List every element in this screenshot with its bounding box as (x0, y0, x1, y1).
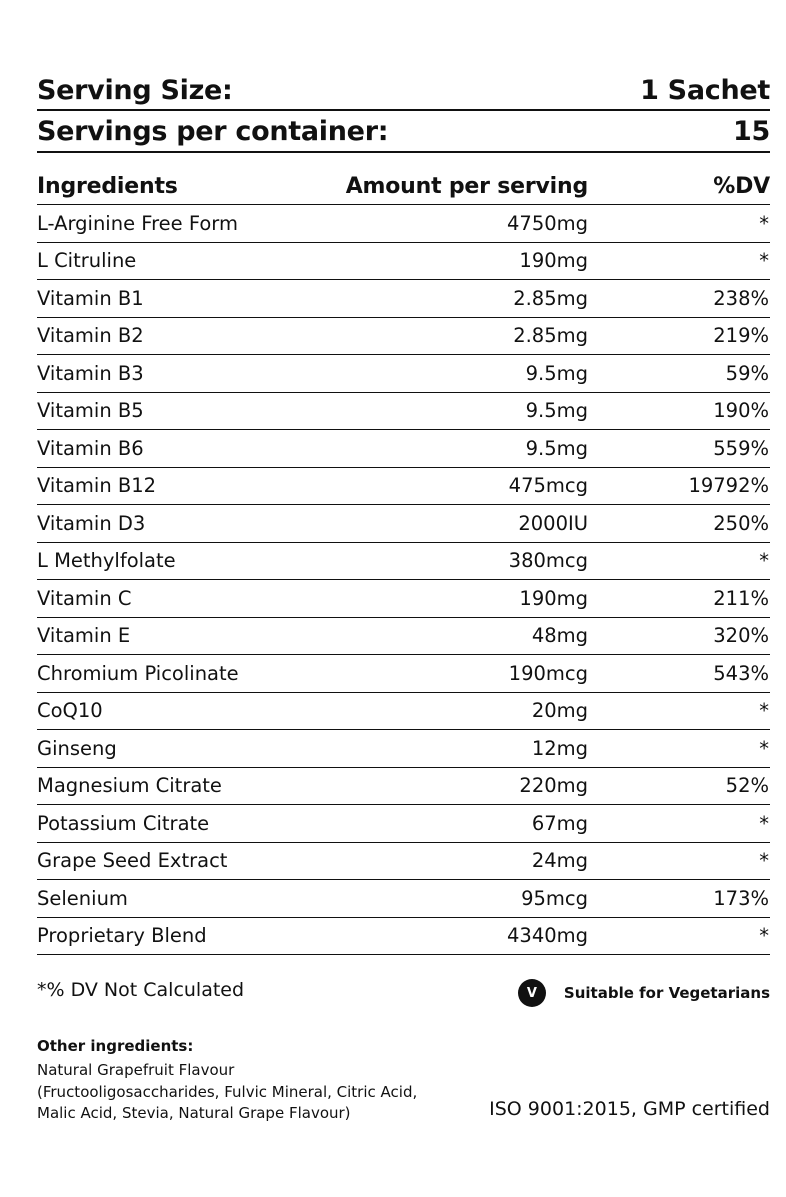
table-row (37, 693, 770, 731)
ingredient-name: CoQ10 (37, 699, 103, 723)
ingredient-dv: 59% (725, 361, 769, 385)
ingredient-amount: 48mg (531, 624, 588, 648)
other-ingredients-title: Other ingredients: (37, 1037, 194, 1055)
other-ingredients-line: Malic Acid, Stevia, Natural Grape Flavour) (37, 1104, 351, 1122)
servings-per-container-value: 15 (733, 116, 770, 147)
ingredient-dv: 173% (713, 886, 769, 910)
header-amount: Amount per serving (345, 174, 588, 199)
ingredient-amount: 220mg (519, 774, 588, 798)
table-row (37, 655, 770, 693)
ingredient-name: Grape Seed Extract (37, 849, 228, 873)
ingredient-amount: 24mg (531, 849, 588, 873)
ingredient-amount: 475mcg (508, 474, 588, 498)
table-row (37, 618, 770, 656)
ingredient-name: Proprietary Blend (37, 924, 207, 948)
ingredients-table (37, 205, 770, 955)
header-ingredients: Ingredients (37, 174, 178, 199)
ingredient-dv: 238% (713, 286, 769, 310)
ingredient-name: Chromium Picolinate (37, 661, 239, 685)
ingredient-dv: 52% (725, 774, 769, 798)
serving-size-label: Serving Size: (37, 75, 233, 106)
ingredient-dv: * (759, 811, 769, 835)
servings-per-container-label: Servings per container: (37, 116, 389, 147)
table-row (37, 280, 770, 318)
ingredient-amount: 95mcg (521, 886, 588, 910)
other-ingredients-text (37, 1060, 497, 1125)
ingredient-name: Potassium Citrate (37, 811, 210, 835)
table-row (37, 543, 770, 581)
ingredient-amount: 380mcg (508, 549, 588, 573)
table-header (37, 153, 770, 205)
ingredient-name: Vitamin B2 (37, 324, 144, 348)
table-row (37, 880, 770, 918)
ingredient-amount: 9.5mg (525, 399, 588, 423)
ingredient-dv: * (759, 211, 769, 235)
ingredient-name: Vitamin C (37, 586, 132, 610)
table-row (37, 355, 770, 393)
vegetarian-badge-icon: V (518, 979, 546, 1007)
ingredient-name: Vitamin D3 (37, 511, 146, 535)
ingredient-dv: 190% (713, 399, 769, 423)
ingredient-dv: 219% (713, 324, 769, 348)
table-row (37, 318, 770, 356)
ingredient-dv: 211% (713, 586, 769, 610)
table-row (37, 430, 770, 468)
ingredient-amount: 12mg (531, 736, 588, 760)
servings-per-container-row (37, 111, 770, 153)
ingredient-amount: 190mg (519, 249, 588, 273)
ingredient-amount: 4340mg (507, 924, 588, 948)
ingredient-name: L Citruline (37, 249, 137, 273)
ingredient-dv: 543% (713, 661, 769, 685)
ingredient-dv: * (759, 699, 769, 723)
ingredient-name: Vitamin B1 (37, 286, 144, 310)
ingredient-dv: * (759, 549, 769, 573)
table-row (37, 580, 770, 618)
footer (37, 975, 770, 1135)
table-row (37, 805, 770, 843)
ingredient-amount: 2.85mg (513, 324, 588, 348)
ingredient-dv: 250% (713, 511, 769, 535)
table-row (37, 918, 770, 956)
table-row (37, 468, 770, 506)
ingredient-dv: 320% (713, 624, 769, 648)
ingredient-amount: 2.85mg (513, 286, 588, 310)
ingredient-amount: 20mg (531, 699, 588, 723)
table-row (37, 243, 770, 281)
ingredient-amount: 190mg (519, 586, 588, 610)
other-ingredients-line: (Fructooligosaccharides, Fulvic Mineral, Citric Acid, (37, 1082, 418, 1101)
ingredient-amount: 2000IU (518, 511, 588, 535)
vegetarian-badge (518, 979, 770, 1007)
ingredient-name: Selenium (37, 886, 128, 910)
table-row (37, 730, 770, 768)
ingredient-name: Vitamin B12 (37, 474, 157, 498)
certification-text: ISO 9001:2015, GMP certified (489, 1098, 770, 1120)
table-row (37, 505, 770, 543)
ingredient-dv: * (759, 849, 769, 873)
table-row (37, 393, 770, 431)
serving-size-row (37, 62, 770, 111)
vegetarian-label: Suitable for Vegetarians (563, 984, 770, 1002)
ingredient-name: Vitamin B3 (37, 361, 144, 385)
ingredient-name: Ginseng (37, 736, 117, 760)
dv-footnote: *% DV Not Calculated (37, 979, 245, 1001)
table-row (37, 205, 770, 243)
ingredient-dv: 559% (713, 436, 769, 460)
other-ingredients-line: Natural Grapefruit Flavour (37, 1061, 235, 1079)
header-dv: %DV (713, 174, 770, 199)
supplement-facts-panel (37, 62, 770, 955)
ingredient-dv: 19792% (688, 474, 769, 498)
ingredient-amount: 190mcg (508, 661, 588, 685)
ingredient-dv: * (759, 249, 769, 273)
serving-size-value: 1 Sachet (640, 75, 770, 106)
table-row (37, 843, 770, 881)
ingredient-name: Vitamin E (37, 624, 131, 648)
ingredient-dv: * (759, 924, 769, 948)
ingredient-name: Vitamin B6 (37, 436, 144, 460)
ingredient-amount: 67mg (531, 811, 588, 835)
ingredient-name: Magnesium Citrate (37, 774, 222, 798)
ingredient-name: Vitamin B5 (37, 399, 144, 423)
table-row (37, 768, 770, 806)
ingredient-amount: 9.5mg (525, 361, 588, 385)
ingredient-name: L-Arginine Free Form (37, 211, 238, 235)
ingredient-dv: * (759, 736, 769, 760)
ingredient-name: L Methylfolate (37, 549, 176, 573)
ingredient-amount: 9.5mg (525, 436, 588, 460)
ingredient-amount: 4750mg (507, 211, 588, 235)
